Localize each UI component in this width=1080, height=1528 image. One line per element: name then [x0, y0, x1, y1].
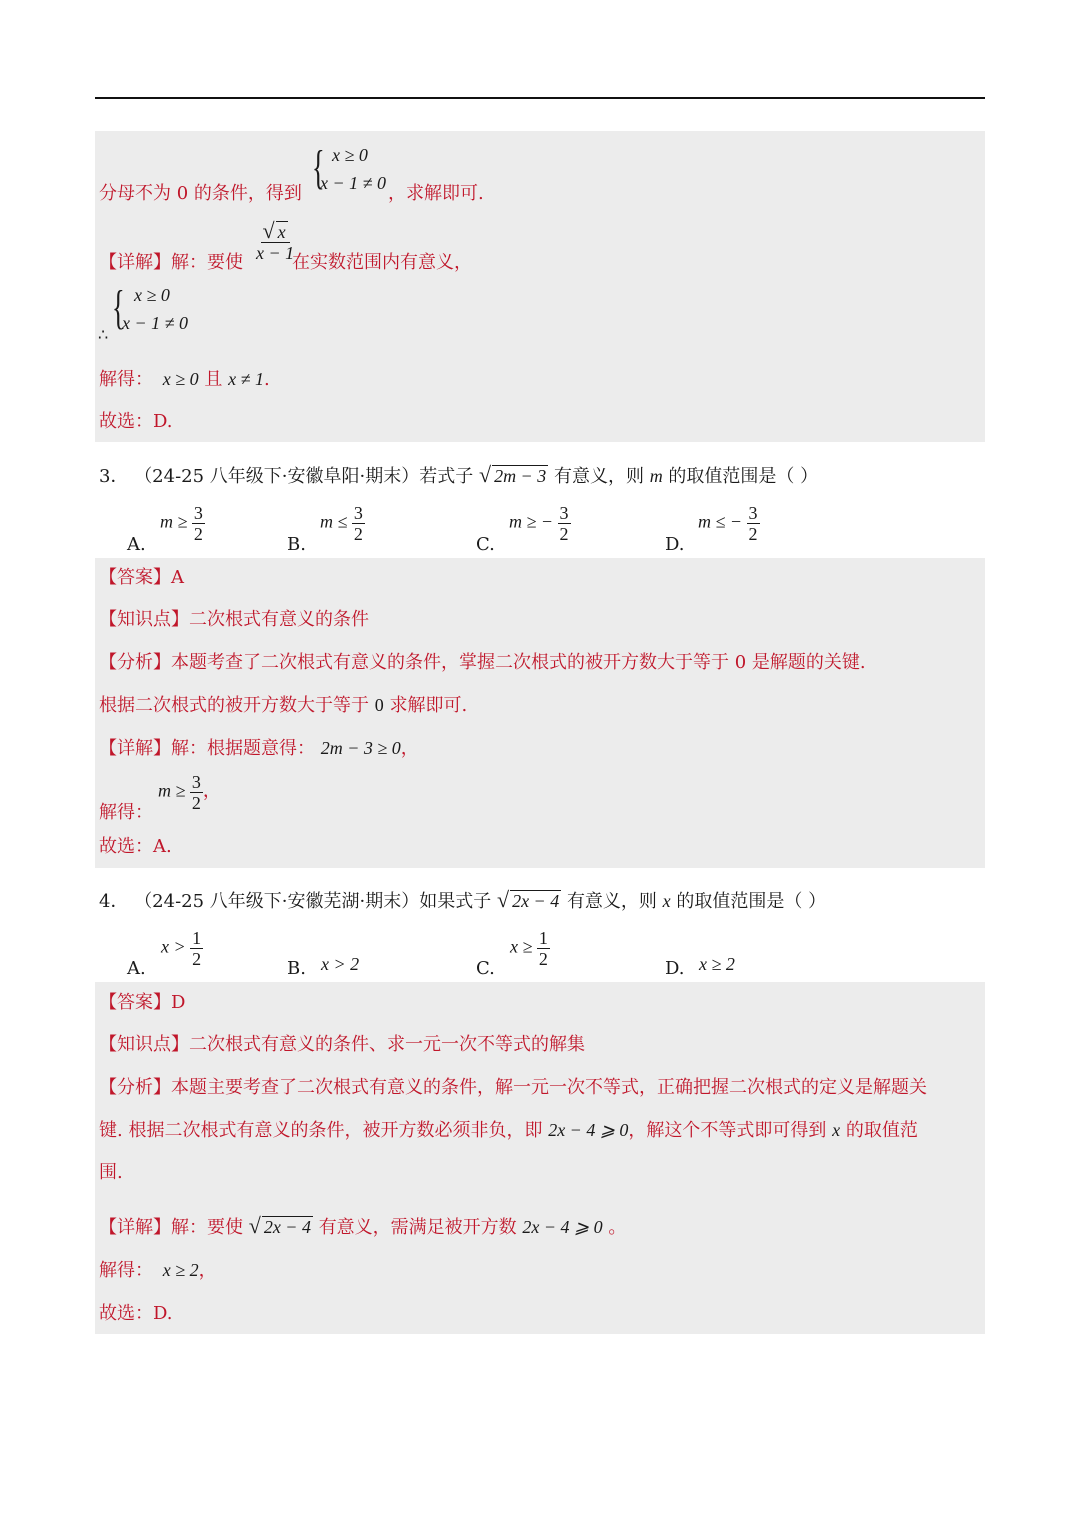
detail-expr: 2x − 4 ⩾ 0 — [522, 1217, 603, 1237]
system-row: x − 1 ≠ 0 — [320, 173, 387, 193]
fraction — [747, 503, 760, 544]
sqrt — [497, 889, 561, 911]
sqrt-fraction — [254, 220, 296, 263]
analysis-line — [99, 650, 866, 676]
question-text: 的取值范围是（ ） — [676, 891, 827, 912]
brace-icon: { — [112, 281, 125, 334]
analysis-line — [99, 1075, 927, 1101]
detail-tag: 【详解】 — [99, 252, 171, 273]
solve-expr — [158, 772, 221, 813]
radicand: x — [277, 222, 286, 242]
radicand: 2x − 4 — [512, 891, 560, 911]
question-text: 若式子 — [419, 466, 474, 487]
question-var: m — [649, 466, 663, 486]
analysis-continuation-end — [388, 181, 484, 207]
choose-text: 故选：D. — [99, 411, 173, 432]
choose-line — [99, 834, 172, 860]
option-d-expr[interactable] — [699, 954, 735, 975]
fraction — [192, 503, 205, 544]
sqrt — [263, 220, 288, 242]
numerator: 3 — [191, 772, 201, 792]
solve-end: ， — [202, 780, 221, 801]
option-letter[interactable]: D. — [665, 958, 685, 979]
knowledge-text: 二次根式有意义的条件、求一元一次不等式的解集 — [189, 1034, 585, 1055]
numerator: 3 — [748, 503, 758, 523]
therefore-symbol — [98, 325, 108, 344]
analysis-text: ，求解即可. — [388, 183, 484, 204]
solve-line — [99, 366, 270, 393]
option-letter[interactable]: D. — [665, 534, 685, 555]
option-letter[interactable]: A. — [127, 958, 146, 979]
detail-line-end — [292, 250, 472, 276]
solve-end: . — [263, 369, 270, 390]
numerator: 3 — [353, 503, 363, 523]
solve-expr: x ≥ 2 — [162, 1260, 199, 1280]
answer-line — [99, 565, 184, 591]
solve-label: 解得： — [99, 1260, 153, 1281]
denominator: 2 — [559, 524, 569, 544]
fraction — [190, 928, 203, 969]
header-rule — [95, 97, 985, 99]
solve-label: 解得： — [99, 369, 153, 390]
question-text: 如果式子 — [419, 891, 492, 912]
question-source: （24-25 八年级下·安徽芜湖·期末） — [134, 891, 420, 912]
answer-tag: 【答案】 — [99, 567, 171, 588]
detail-end: ， — [400, 738, 419, 759]
option-lhs: x ≥ — [510, 936, 533, 957]
solve-end: ， — [198, 1260, 217, 1281]
option-letter[interactable]: C. — [476, 534, 495, 555]
numerator: 1 — [538, 928, 548, 948]
analysis-text: 本题主要考查了二次根式有意义的条件，解一元一次不等式，正确把握二次根式的定义是解题关 — [171, 1077, 927, 1098]
solve-connector: 且 — [204, 369, 223, 390]
option-d-expr[interactable] — [698, 503, 760, 544]
denominator: 2 — [193, 524, 203, 544]
solve-lhs: m ≥ — [158, 780, 186, 801]
knowledge-line — [99, 607, 369, 633]
detail-text: 在实数范围内有意义， — [292, 252, 472, 273]
fraction — [254, 220, 296, 263]
numerator: 1 — [192, 928, 202, 948]
solve-expr: x ≠ 1 — [228, 369, 264, 389]
analysis-text: 本题考查了二次根式有意义的条件，掌握二次根式的被开方数大于等于 0 是解题的关键. — [171, 652, 866, 673]
knowledge-line — [99, 1032, 585, 1058]
solution-panel-q2 — [95, 131, 985, 442]
sqrt — [249, 1215, 313, 1237]
analysis-number: 0 — [374, 695, 384, 715]
detail-text: 解：要使 — [171, 1217, 243, 1238]
answer-value: D — [171, 992, 186, 1013]
option-letter[interactable]: A. — [127, 534, 146, 555]
numerator: 3 — [193, 503, 203, 523]
detail-tag: 【详解】 — [99, 1217, 171, 1238]
analysis-line-2 — [99, 692, 467, 719]
fraction — [558, 503, 571, 544]
option-letter[interactable]: B. — [287, 958, 306, 979]
radical-icon: √ — [248, 1213, 261, 1238]
analysis-text: ，解这个不等式即可得到 — [628, 1120, 827, 1141]
analysis-tag: 【分析】 — [99, 652, 171, 673]
detail-line — [99, 1214, 626, 1241]
option-lhs: x > — [161, 936, 186, 957]
analysis-line-3 — [99, 1160, 123, 1186]
option-letter[interactable]: B. — [287, 534, 306, 555]
fraction — [190, 772, 203, 813]
analysis-var: x — [832, 1120, 841, 1140]
detail-text: 解：根据题意得： — [171, 738, 315, 759]
detail-line — [99, 735, 419, 762]
question-text: 的取值范围是（ ） — [668, 466, 819, 487]
detail-end: 。 — [608, 1217, 627, 1238]
question-var: x — [662, 891, 671, 911]
analysis-line-2 — [99, 1117, 918, 1144]
option-lhs: x ≥ 2 — [699, 954, 735, 974]
question-number: 4． — [99, 891, 129, 912]
option-lhs: m ≥ − — [509, 511, 554, 532]
denominator: 2 — [538, 949, 548, 969]
brace-icon: { — [312, 141, 325, 194]
fraction — [352, 503, 365, 544]
analysis-text: 围. — [99, 1162, 123, 1183]
question-number: 3． — [99, 466, 129, 487]
radical-icon: √ — [496, 887, 510, 912]
solve-label-text: 解得： — [99, 802, 153, 823]
analysis-text: 的取值范 — [845, 1120, 918, 1141]
fraction — [537, 928, 550, 969]
option-letter[interactable]: C. — [476, 958, 495, 979]
option-lhs: m ≥ — [160, 511, 188, 532]
denominator: 2 — [191, 793, 201, 813]
question-source: （24-25 八年级下·安徽阜阳·期末） — [134, 466, 420, 487]
radicand: 2x − 4 — [263, 1217, 311, 1237]
denominator: 2 — [748, 524, 758, 544]
denominator: 2 — [353, 524, 363, 544]
question-3-stem — [99, 463, 818, 490]
radical-icon: √ — [478, 462, 492, 487]
solve-label — [99, 800, 153, 826]
denominator: 2 — [192, 949, 202, 969]
detail-line — [99, 250, 243, 276]
radicand: 2m − 3 — [494, 466, 547, 486]
option-lhs: m ≤ — [320, 511, 348, 532]
option-lhs: x > 2 — [321, 954, 360, 974]
question-4-stem — [99, 888, 826, 915]
option-a-expr[interactable] — [160, 503, 205, 544]
option-lhs: m ≤ − — [698, 511, 743, 532]
option-a-expr[interactable] — [161, 928, 203, 969]
analysis-continuation — [99, 181, 302, 207]
system-row: x ≥ 0 — [134, 285, 170, 305]
question-text: 有意义，则 — [566, 891, 657, 912]
answer-tag: 【答案】 — [99, 992, 171, 1013]
detail-tag: 【详解】 — [99, 738, 171, 759]
knowledge-tag: 【知识点】 — [99, 1034, 189, 1055]
detail-text: 有意义，需满足被开方数 — [318, 1217, 517, 1238]
radical-icon: √ — [262, 218, 275, 243]
answer-line — [99, 990, 185, 1016]
analysis-text: 键. 根据二次根式有意义的条件，被开方数必须非负，即 — [99, 1120, 543, 1141]
analysis-expr: 2x − 4 ⩾ 0 — [548, 1120, 629, 1140]
therefore-text: ∴ — [98, 325, 109, 344]
option-b-expr[interactable] — [320, 503, 365, 544]
analysis-tag: 【分析】 — [99, 1077, 171, 1098]
analysis-text: 根据二次根式的被开方数大于等于 — [99, 695, 369, 716]
option-b-expr[interactable] — [321, 954, 359, 975]
question-text: 有意义，则 — [553, 466, 644, 487]
system-row: x ≥ 0 — [332, 145, 368, 165]
solve-expr: x ≥ 0 — [162, 369, 199, 389]
choose-line — [99, 409, 173, 435]
solve-line — [99, 1257, 217, 1284]
denominator: x − 1 — [256, 243, 295, 263]
analysis-text: 分母不为 0 的条件，得到 — [99, 183, 302, 204]
numerator: 3 — [559, 503, 569, 523]
choose-line — [99, 1301, 173, 1327]
choose-text: 故选：D. — [99, 1303, 173, 1324]
option-c-expr[interactable] — [509, 503, 571, 544]
analysis-text: 求解即可. — [389, 695, 468, 716]
sqrt — [479, 464, 548, 486]
choose-text: 故选：A. — [99, 836, 172, 857]
option-c-expr[interactable] — [510, 928, 550, 969]
system-row: x − 1 ≠ 0 — [122, 313, 189, 333]
answer-value: A — [171, 567, 184, 588]
knowledge-tag: 【知识点】 — [99, 609, 189, 630]
detail-expr: 2m − 3 ≥ 0 — [320, 738, 401, 758]
detail-text: 解：要使 — [171, 252, 243, 273]
knowledge-text: 二次根式有意义的条件 — [189, 609, 369, 630]
